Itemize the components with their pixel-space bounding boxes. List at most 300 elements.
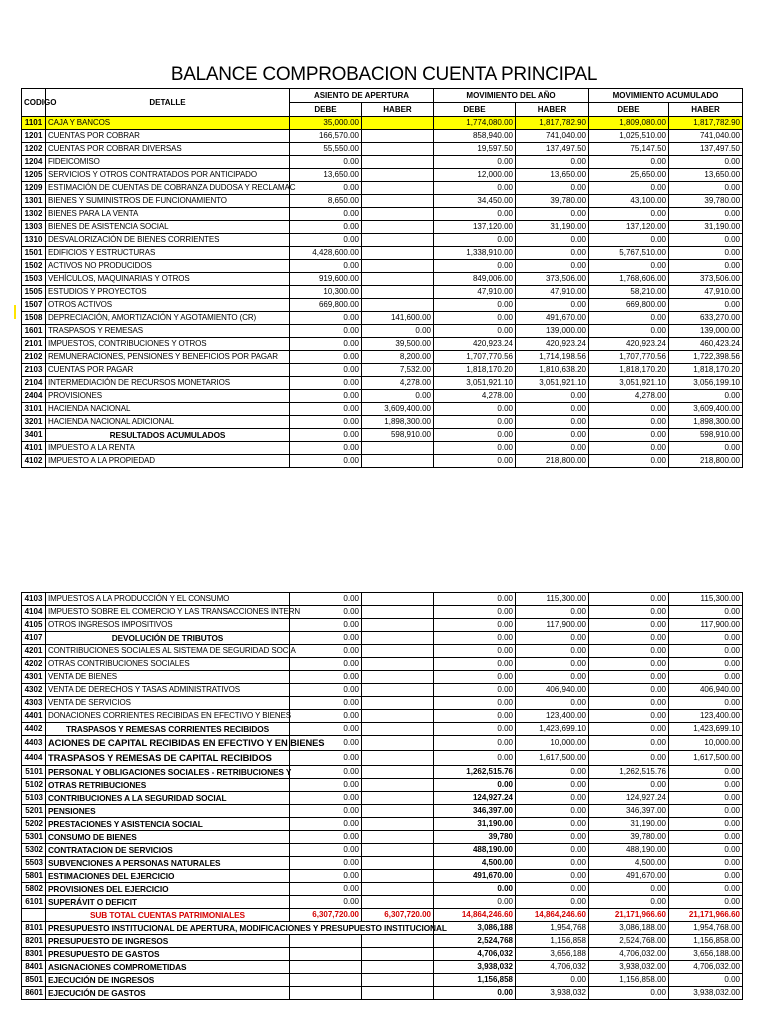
cell-anio-debe[interactable]: 0.00 <box>434 234 516 247</box>
cell-anio-debe[interactable]: 12,000.00 <box>434 169 516 182</box>
cell-acumulado-debe[interactable]: 0.00 <box>589 619 669 632</box>
account-name[interactable]: EDIFICIOS Y ESTRUCTURAS <box>46 247 290 260</box>
cell-anio-haber[interactable]: 0.00 <box>516 416 589 429</box>
account-code[interactable]: 4103 <box>22 593 46 606</box>
cell-apertura-debe[interactable]: 0.00 <box>290 792 362 805</box>
cell-apertura-haber[interactable] <box>362 896 434 909</box>
cell-apertura-debe[interactable]: 0.00 <box>290 234 362 247</box>
cell-apertura-haber[interactable] <box>362 606 434 619</box>
cell-anio-debe[interactable]: 0.00 <box>434 697 516 710</box>
cell-anio-debe[interactable]: 0.00 <box>434 987 516 1000</box>
cell-anio-haber[interactable]: 117,900.00 <box>516 619 589 632</box>
cell-apertura-haber[interactable] <box>362 831 434 844</box>
cell-anio-debe[interactable]: 0.00 <box>434 455 516 468</box>
cell-acumulado-haber[interactable]: 10,000.00 <box>669 736 743 751</box>
cell-apertura-debe[interactable]: 13,650.00 <box>290 169 362 182</box>
cell-apertura-debe[interactable]: 4,428,600.00 <box>290 247 362 260</box>
cell-acumulado-debe[interactable]: 21,171,966.60 <box>589 909 669 922</box>
cell-apertura-debe[interactable]: 0.00 <box>290 429 362 442</box>
cell-acumulado-haber[interactable]: 0.00 <box>669 234 743 247</box>
cell-apertura-haber[interactable] <box>362 619 434 632</box>
account-name[interactable]: DESVALORIZACIÓN DE BIENES CORRIENTES <box>46 234 290 247</box>
cell-apertura-haber[interactable] <box>362 974 434 987</box>
account-code[interactable]: 3101 <box>22 403 46 416</box>
cell-anio-haber[interactable]: 373,506.00 <box>516 273 589 286</box>
cell-apertura-haber[interactable] <box>362 593 434 606</box>
cell-acumulado-debe[interactable]: 3,938,032.00 <box>589 961 669 974</box>
account-code[interactable]: 1501 <box>22 247 46 260</box>
account-code[interactable]: 1310 <box>22 234 46 247</box>
cell-anio-debe[interactable]: 0.00 <box>434 632 516 645</box>
cell-anio-haber[interactable]: 0.00 <box>516 792 589 805</box>
cell-apertura-debe[interactable]: 919,600.00 <box>290 273 362 286</box>
cell-acumulado-haber[interactable]: 0.00 <box>669 896 743 909</box>
cell-apertura-haber[interactable]: 3,609,400.00 <box>362 403 434 416</box>
cell-acumulado-haber[interactable]: 0.00 <box>669 182 743 195</box>
account-name[interactable]: PRESUPUESTO INSTITUCIONAL DE APERTURA, MODIFICACIONES Y PRESUPUESTO INSTITUCIONAL <box>46 922 434 935</box>
cell-anio-haber[interactable]: 0.00 <box>516 805 589 818</box>
account-code[interactable]: 4102 <box>22 455 46 468</box>
cell-anio-debe[interactable]: 0.00 <box>434 684 516 697</box>
account-name[interactable]: PRESTACIONES Y ASISTENCIA SOCIAL <box>46 818 290 831</box>
cell-anio-haber[interactable]: 1,156,858 <box>516 935 589 948</box>
cell-anio-haber[interactable]: 1,617,500.00 <box>516 751 589 766</box>
account-code[interactable]: 4301 <box>22 671 46 684</box>
cell-anio-haber[interactable]: 0.00 <box>516 883 589 896</box>
cell-apertura-haber[interactable] <box>362 751 434 766</box>
account-code[interactable]: 5101 <box>22 766 46 779</box>
account-code[interactable]: 1303 <box>22 221 46 234</box>
account-code[interactable]: 1201 <box>22 130 46 143</box>
cell-acumulado-haber[interactable]: 0.00 <box>669 805 743 818</box>
cell-acumulado-haber[interactable]: 13,650.00 <box>669 169 743 182</box>
account-code[interactable]: 1209 <box>22 182 46 195</box>
cell-anio-debe[interactable]: 0.00 <box>434 619 516 632</box>
cell-anio-debe[interactable]: 0.00 <box>434 442 516 455</box>
cell-apertura-debe[interactable]: 0.00 <box>290 736 362 751</box>
cell-anio-debe[interactable]: 1,707,770.56 <box>434 351 516 364</box>
cell-anio-debe[interactable]: 849,006.00 <box>434 273 516 286</box>
cell-apertura-haber[interactable]: 39,500.00 <box>362 338 434 351</box>
cell-acumulado-haber[interactable]: 31,190.00 <box>669 221 743 234</box>
account-name[interactable]: DEPRECIACIÓN, AMORTIZACIÓN Y AGOTAMIENTO (CR) <box>46 312 290 325</box>
cell-apertura-debe[interactable]: 0.00 <box>290 351 362 364</box>
cell-apertura-debe[interactable] <box>290 974 362 987</box>
cell-apertura-debe[interactable]: 0.00 <box>290 805 362 818</box>
cell-apertura-haber[interactable] <box>362 221 434 234</box>
cell-acumulado-haber[interactable]: 460,423.24 <box>669 338 743 351</box>
account-code[interactable]: 5801 <box>22 870 46 883</box>
account-name[interactable]: INTERMEDIACIÓN DE RECURSOS MONETARIOS <box>46 377 290 390</box>
cell-acumulado-haber[interactable]: 1,818,170.20 <box>669 364 743 377</box>
cell-acumulado-haber[interactable]: 39,780.00 <box>669 195 743 208</box>
account-name[interactable]: ACIONES DE CAPITAL RECIBIDAS EN EFECTIVO Y EN BIENES <box>46 736 290 751</box>
cell-acumulado-haber[interactable]: 633,270.00 <box>669 312 743 325</box>
cell-anio-debe[interactable]: 491,670.00 <box>434 870 516 883</box>
account-name[interactable]: HACIENDA NACIONAL ADICIONAL <box>46 416 290 429</box>
cell-anio-haber[interactable]: 0.00 <box>516 658 589 671</box>
cell-anio-debe[interactable]: 14,864,246.60 <box>434 909 516 922</box>
cell-acumulado-haber[interactable]: 0.00 <box>669 766 743 779</box>
cell-acumulado-haber[interactable]: 3,656,188.00 <box>669 948 743 961</box>
cell-anio-haber[interactable]: 0.00 <box>516 632 589 645</box>
cell-apertura-debe[interactable]: 55,550.00 <box>290 143 362 156</box>
cell-apertura-debe[interactable]: 669,800.00 <box>290 299 362 312</box>
account-name[interactable]: RESULTADOS ACUMULADOS <box>46 429 290 442</box>
cell-anio-debe[interactable]: 0.00 <box>434 312 516 325</box>
cell-apertura-debe[interactable]: 0.00 <box>290 697 362 710</box>
cell-anio-debe[interactable]: 488,190.00 <box>434 844 516 857</box>
cell-acumulado-debe[interactable]: 0.00 <box>589 182 669 195</box>
account-name[interactable]: CONTRIBUCIONES A LA SEGURIDAD SOCIAL <box>46 792 290 805</box>
cell-apertura-haber[interactable] <box>362 169 434 182</box>
cell-acumulado-debe[interactable]: 0.00 <box>589 208 669 221</box>
cell-apertura-haber[interactable] <box>362 948 434 961</box>
cell-acumulado-haber[interactable]: 117,900.00 <box>669 619 743 632</box>
cell-anio-debe[interactable]: 0.00 <box>434 156 516 169</box>
cell-apertura-haber[interactable]: 598,910.00 <box>362 429 434 442</box>
account-code[interactable]: 2101 <box>22 338 46 351</box>
cell-anio-haber[interactable]: 741,040.00 <box>516 130 589 143</box>
cell-apertura-haber[interactable] <box>362 247 434 260</box>
cell-acumulado-debe[interactable]: 488,190.00 <box>589 844 669 857</box>
cell-acumulado-haber[interactable]: 0.00 <box>669 632 743 645</box>
cell-apertura-haber[interactable] <box>362 792 434 805</box>
cell-anio-haber[interactable]: 0.00 <box>516 247 589 260</box>
cell-acumulado-debe[interactable]: 1,707,770.56 <box>589 351 669 364</box>
cell-acumulado-debe[interactable]: 1,262,515.76 <box>589 766 669 779</box>
cell-acumulado-haber[interactable]: 3,938,032.00 <box>669 987 743 1000</box>
cell-acumulado-haber[interactable]: 0.00 <box>669 844 743 857</box>
cell-acumulado-debe[interactable]: 5,767,510.00 <box>589 247 669 260</box>
cell-acumulado-debe[interactable]: 124,927.24 <box>589 792 669 805</box>
account-code[interactable]: 1301 <box>22 195 46 208</box>
cell-anio-debe[interactable]: 0.00 <box>434 325 516 338</box>
cell-acumulado-haber[interactable]: 0.00 <box>669 156 743 169</box>
account-name[interactable]: BIENES Y SUMINISTROS DE FUNCIONAMIENTO <box>46 195 290 208</box>
cell-apertura-haber[interactable] <box>362 844 434 857</box>
account-name[interactable]: FIDEICOMISO <box>46 156 290 169</box>
cell-apertura-debe[interactable]: 0.00 <box>290 377 362 390</box>
account-name[interactable]: PROVISIONES DEL EJERCICIO <box>46 883 290 896</box>
cell-anio-haber[interactable]: 0.00 <box>516 442 589 455</box>
cell-acumulado-debe[interactable]: 0.00 <box>589 593 669 606</box>
cell-anio-debe[interactable]: 0.00 <box>434 593 516 606</box>
cell-apertura-debe[interactable]: 10,300.00 <box>290 286 362 299</box>
cell-apertura-debe[interactable]: 0.00 <box>290 751 362 766</box>
cell-acumulado-debe[interactable]: 0.00 <box>589 671 669 684</box>
cell-apertura-haber[interactable] <box>362 273 434 286</box>
cell-acumulado-haber[interactable]: 47,910.00 <box>669 286 743 299</box>
cell-acumulado-debe[interactable]: 137,120.00 <box>589 221 669 234</box>
cell-acumulado-debe[interactable]: 4,500.00 <box>589 857 669 870</box>
cell-acumulado-debe[interactable]: 0.00 <box>589 684 669 697</box>
cell-apertura-haber[interactable] <box>362 299 434 312</box>
cell-acumulado-debe[interactable]: 25,650.00 <box>589 169 669 182</box>
cell-anio-haber[interactable]: 1,810,638.20 <box>516 364 589 377</box>
cell-acumulado-debe[interactable]: 3,051,921.10 <box>589 377 669 390</box>
cell-anio-haber[interactable]: 0.00 <box>516 671 589 684</box>
cell-anio-debe[interactable]: 0.00 <box>434 416 516 429</box>
cell-apertura-debe[interactable] <box>290 935 362 948</box>
account-name[interactable]: SUPERÁVIT O DEFICIT <box>46 896 290 909</box>
cell-anio-debe[interactable]: 0.00 <box>434 710 516 723</box>
cell-acumulado-haber[interactable]: 0.00 <box>669 442 743 455</box>
cell-anio-debe[interactable]: 4,500.00 <box>434 857 516 870</box>
cell-acumulado-debe[interactable]: 0.00 <box>589 723 669 736</box>
cell-acumulado-haber[interactable]: 3,056,199.10 <box>669 377 743 390</box>
cell-apertura-debe[interactable]: 0.00 <box>290 182 362 195</box>
cell-anio-debe[interactable]: 34,450.00 <box>434 195 516 208</box>
account-name[interactable]: ESTIMACIÓN DE CUENTAS DE COBRANZA DUDOSA Y RECLAMAC <box>46 182 290 195</box>
account-code[interactable]: 8301 <box>22 948 46 961</box>
account-code[interactable]: 2104 <box>22 377 46 390</box>
cell-anio-haber[interactable]: 0.00 <box>516 697 589 710</box>
cell-acumulado-debe[interactable]: 346,397.00 <box>589 805 669 818</box>
cell-anio-debe[interactable]: 0.00 <box>434 779 516 792</box>
account-code[interactable]: 5802 <box>22 883 46 896</box>
account-code[interactable]: 4101 <box>22 442 46 455</box>
cell-apertura-debe[interactable]: 0.00 <box>290 883 362 896</box>
cell-anio-haber[interactable]: 13,650.00 <box>516 169 589 182</box>
account-name[interactable]: BIENES DE ASISTENCIA SOCIAL <box>46 221 290 234</box>
cell-apertura-debe[interactable]: 0.00 <box>290 593 362 606</box>
cell-anio-haber[interactable]: 0.00 <box>516 260 589 273</box>
account-name[interactable]: IMPUESTO SOBRE EL COMERCIO Y LAS TRANSACCIONES INTERN <box>46 606 290 619</box>
account-code[interactable]: 4104 <box>22 606 46 619</box>
cell-acumulado-haber[interactable]: 0.00 <box>669 818 743 831</box>
cell-acumulado-debe[interactable]: 1,025,510.00 <box>589 130 669 143</box>
account-code[interactable]: 3401 <box>22 429 46 442</box>
cell-anio-haber[interactable]: 0.00 <box>516 896 589 909</box>
cell-anio-haber[interactable]: 1,954,768 <box>516 922 589 935</box>
cell-acumulado-debe[interactable]: 0.00 <box>589 896 669 909</box>
cell-anio-haber[interactable]: 0.00 <box>516 831 589 844</box>
cell-anio-debe[interactable]: 4,706,032 <box>434 948 516 961</box>
account-code[interactable]: 5301 <box>22 831 46 844</box>
cell-anio-debe[interactable]: 0.00 <box>434 723 516 736</box>
cell-apertura-haber[interactable] <box>362 156 434 169</box>
cell-acumulado-debe[interactable]: 31,190.00 <box>589 818 669 831</box>
account-code[interactable]: 1505 <box>22 286 46 299</box>
account-code[interactable]: 8101 <box>22 922 46 935</box>
cell-apertura-debe[interactable]: 0.00 <box>290 632 362 645</box>
account-name[interactable]: DEVOLUCIÓN DE TRIBUTOS <box>46 632 290 645</box>
account-name[interactable]: SERVICIOS Y OTROS CONTRATADOS POR ANTICIPADO <box>46 169 290 182</box>
cell-anio-debe[interactable]: 0.00 <box>434 736 516 751</box>
cell-acumulado-debe[interactable]: 0.00 <box>589 658 669 671</box>
account-code[interactable]: 1503 <box>22 273 46 286</box>
cell-anio-haber[interactable]: 139,000.00 <box>516 325 589 338</box>
account-name[interactable]: PERSONAL Y OBLIGACIONES SOCIALES - RETRIBUCIONES Y <box>46 766 290 779</box>
cell-anio-haber[interactable]: 0.00 <box>516 156 589 169</box>
cell-acumulado-debe[interactable]: 0.00 <box>589 416 669 429</box>
cell-apertura-debe[interactable]: 0.00 <box>290 766 362 779</box>
account-code[interactable]: 5103 <box>22 792 46 805</box>
account-name[interactable]: CUENTAS POR COBRAR DIVERSAS <box>46 143 290 156</box>
account-name[interactable]: VEHÍCULOS, MAQUINARIAS Y OTROS <box>46 273 290 286</box>
account-code[interactable]: 4401 <box>22 710 46 723</box>
cell-apertura-debe[interactable]: 0.00 <box>290 260 362 273</box>
account-name[interactable]: CONTRATACION DE SERVICIOS <box>46 844 290 857</box>
account-code[interactable] <box>22 909 46 922</box>
cell-acumulado-debe[interactable]: 0.00 <box>589 632 669 645</box>
cell-apertura-haber[interactable] <box>362 442 434 455</box>
cell-apertura-debe[interactable]: 0.00 <box>290 403 362 416</box>
cell-anio-debe[interactable]: 1,338,910.00 <box>434 247 516 260</box>
account-code[interactable]: 5302 <box>22 844 46 857</box>
account-code[interactable]: 5503 <box>22 857 46 870</box>
account-code[interactable]: 1205 <box>22 169 46 182</box>
cell-acumulado-debe[interactable]: 2,524,768.00 <box>589 935 669 948</box>
cell-apertura-haber[interactable] <box>362 234 434 247</box>
cell-anio-haber[interactable]: 14,864,246.60 <box>516 909 589 922</box>
cell-acumulado-debe[interactable]: 58,210.00 <box>589 286 669 299</box>
cell-anio-haber[interactable]: 3,656,188 <box>516 948 589 961</box>
cell-apertura-debe[interactable] <box>290 961 362 974</box>
account-name[interactable]: PROVISIONES <box>46 390 290 403</box>
cell-acumulado-haber[interactable]: 741,040.00 <box>669 130 743 143</box>
cell-acumulado-haber[interactable]: 0.00 <box>669 974 743 987</box>
cell-anio-debe[interactable]: 0.00 <box>434 260 516 273</box>
cell-apertura-debe[interactable]: 0.00 <box>290 442 362 455</box>
cell-anio-debe[interactable]: 0.00 <box>434 299 516 312</box>
cell-apertura-debe[interactable] <box>290 948 362 961</box>
cell-anio-haber[interactable]: 0.00 <box>516 234 589 247</box>
cell-anio-debe[interactable]: 124,927.24 <box>434 792 516 805</box>
cell-acumulado-haber[interactable]: 4,706,032.00 <box>669 961 743 974</box>
cell-acumulado-haber[interactable]: 0.00 <box>669 671 743 684</box>
cell-acumulado-haber[interactable]: 1,617,500.00 <box>669 751 743 766</box>
cell-acumulado-haber[interactable]: 0.00 <box>669 645 743 658</box>
cell-anio-haber[interactable]: 3,051,921.10 <box>516 377 589 390</box>
cell-apertura-debe[interactable]: 0.00 <box>290 312 362 325</box>
cell-anio-debe[interactable]: 0.00 <box>434 606 516 619</box>
account-code[interactable]: 4403 <box>22 736 46 751</box>
cell-apertura-debe[interactable]: 0.00 <box>290 619 362 632</box>
account-name[interactable]: HACIENDA NACIONAL <box>46 403 290 416</box>
cell-anio-haber[interactable]: 0.00 <box>516 818 589 831</box>
cell-acumulado-haber[interactable]: 406,940.00 <box>669 684 743 697</box>
account-name[interactable]: CAJA Y BANCOS <box>46 117 290 130</box>
account-name[interactable]: OTROS ACTIVOS <box>46 299 290 312</box>
cell-apertura-haber[interactable] <box>362 883 434 896</box>
account-name[interactable]: IMPUESTO A LA PROPIEDAD <box>46 455 290 468</box>
cell-acumulado-debe[interactable]: 491,670.00 <box>589 870 669 883</box>
cell-acumulado-debe[interactable]: 0.00 <box>589 156 669 169</box>
cell-apertura-haber[interactable]: 141,600.00 <box>362 312 434 325</box>
cell-apertura-debe[interactable]: 0.00 <box>290 338 362 351</box>
cell-acumulado-haber[interactable]: 21,171,966.60 <box>669 909 743 922</box>
cell-anio-debe[interactable]: 2,524,768 <box>434 935 516 948</box>
cell-apertura-debe[interactable]: 0.00 <box>290 779 362 792</box>
cell-acumulado-debe[interactable]: 0.00 <box>589 645 669 658</box>
account-name[interactable]: CONSUMO DE BIENES <box>46 831 290 844</box>
cell-anio-debe[interactable]: 858,940.00 <box>434 130 516 143</box>
cell-acumulado-debe[interactable]: 0.00 <box>589 429 669 442</box>
account-name[interactable]: TRASPASOS Y REMESAS CORRIENTES RECIBIDOS <box>46 723 290 736</box>
cell-acumulado-debe[interactable]: 0.00 <box>589 710 669 723</box>
cell-apertura-debe[interactable] <box>290 987 362 1000</box>
cell-anio-haber[interactable]: 0.00 <box>516 870 589 883</box>
cell-anio-debe[interactable]: 0.00 <box>434 671 516 684</box>
cell-apertura-haber[interactable] <box>362 117 434 130</box>
cell-apertura-debe[interactable]: 0.00 <box>290 671 362 684</box>
cell-acumulado-debe[interactable]: 4,706,032.00 <box>589 948 669 961</box>
cell-apertura-haber[interactable]: 8,200.00 <box>362 351 434 364</box>
cell-apertura-haber[interactable] <box>362 671 434 684</box>
account-name[interactable]: DONACIONES CORRIENTES RECIBIDAS EN EFECTIVO Y BIENES <box>46 710 290 723</box>
cell-anio-debe[interactable]: 1,818,170.20 <box>434 364 516 377</box>
cell-acumulado-debe[interactable]: 75,147.50 <box>589 143 669 156</box>
cell-acumulado-haber[interactable]: 139,000.00 <box>669 325 743 338</box>
account-code[interactable]: 8601 <box>22 987 46 1000</box>
cell-acumulado-haber[interactable]: 0.00 <box>669 658 743 671</box>
cell-acumulado-haber[interactable]: 0.00 <box>669 792 743 805</box>
cell-anio-haber[interactable]: 0.00 <box>516 403 589 416</box>
cell-apertura-debe[interactable]: 0.00 <box>290 645 362 658</box>
cell-apertura-debe[interactable]: 35,000.00 <box>290 117 362 130</box>
account-code[interactable]: 8501 <box>22 974 46 987</box>
cell-apertura-debe[interactable]: 0.00 <box>290 364 362 377</box>
account-name[interactable]: ESTIMACIONES DEL EJERCICIO <box>46 870 290 883</box>
account-code[interactable]: 1101 <box>22 117 46 130</box>
account-name[interactable]: PRESUPUESTO DE GASTOS <box>46 948 290 961</box>
cell-apertura-debe[interactable]: 0.00 <box>290 844 362 857</box>
account-code[interactable]: 1508 <box>22 312 46 325</box>
cell-acumulado-debe[interactable]: 0.00 <box>589 606 669 619</box>
cell-anio-haber[interactable]: 47,910.00 <box>516 286 589 299</box>
account-name[interactable]: ASIGNACIONES COMPROMETIDAS <box>46 961 290 974</box>
cell-anio-debe[interactable]: 1,774,080.00 <box>434 117 516 130</box>
cell-apertura-haber[interactable] <box>362 658 434 671</box>
cell-acumulado-haber[interactable]: 123,400.00 <box>669 710 743 723</box>
cell-anio-haber[interactable]: 10,000.00 <box>516 736 589 751</box>
cell-apertura-haber[interactable]: 6,307,720.00 <box>362 909 434 922</box>
cell-acumulado-haber[interactable]: 0.00 <box>669 831 743 844</box>
account-code[interactable]: 1302 <box>22 208 46 221</box>
cell-anio-debe[interactable]: 0.00 <box>434 429 516 442</box>
cell-acumulado-haber[interactable]: 0.00 <box>669 247 743 260</box>
cell-apertura-debe[interactable]: 0.00 <box>290 818 362 831</box>
account-name[interactable]: PENSIONES <box>46 805 290 818</box>
cell-apertura-debe[interactable]: 0.00 <box>290 390 362 403</box>
cell-apertura-haber[interactable] <box>362 208 434 221</box>
cell-apertura-haber[interactable] <box>362 961 434 974</box>
cell-apertura-debe[interactable]: 166,570.00 <box>290 130 362 143</box>
cell-apertura-haber[interactable] <box>362 632 434 645</box>
cell-anio-haber[interactable]: 0.00 <box>516 429 589 442</box>
cell-acumulado-haber[interactable]: 3,609,400.00 <box>669 403 743 416</box>
cell-anio-debe[interactable]: 39,780 <box>434 831 516 844</box>
cell-anio-haber[interactable]: 1,714,198.56 <box>516 351 589 364</box>
cell-acumulado-haber[interactable]: 1,954,768.00 <box>669 922 743 935</box>
cell-acumulado-haber[interactable]: 1,817,782.90 <box>669 117 743 130</box>
cell-acumulado-haber[interactable]: 0.00 <box>669 857 743 870</box>
cell-apertura-debe[interactable]: 8,650.00 <box>290 195 362 208</box>
cell-anio-debe[interactable]: 420,923.24 <box>434 338 516 351</box>
cell-anio-debe[interactable]: 47,910.00 <box>434 286 516 299</box>
cell-anio-haber[interactable]: 1,817,782.90 <box>516 117 589 130</box>
cell-anio-haber[interactable]: 39,780.00 <box>516 195 589 208</box>
cell-anio-haber[interactable]: 420,923.24 <box>516 338 589 351</box>
account-code[interactable]: 4402 <box>22 723 46 736</box>
cell-acumulado-debe[interactable]: 1,809,080.00 <box>589 117 669 130</box>
account-name[interactable]: IMPUESTOS, CONTRIBUCIONES Y OTROS <box>46 338 290 351</box>
cell-apertura-haber[interactable] <box>362 870 434 883</box>
account-name[interactable]: OTRAS RETRIBUCIONES <box>46 779 290 792</box>
cell-acumulado-haber[interactable]: 218,800.00 <box>669 455 743 468</box>
